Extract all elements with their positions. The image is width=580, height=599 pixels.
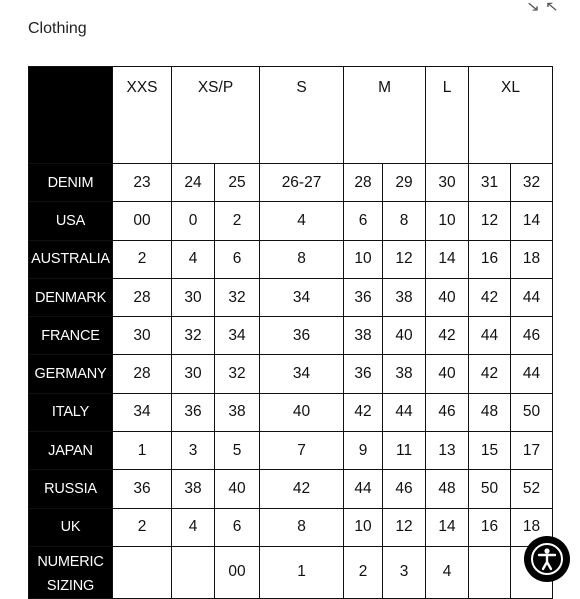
table-row bbox=[29, 355, 553, 393]
row-header: AUSTRALIA bbox=[29, 240, 113, 278]
size-cell: 18 bbox=[511, 240, 553, 278]
size-cell: 8 bbox=[260, 240, 344, 278]
size-cell: 42 bbox=[426, 317, 469, 355]
size-cell: 36 bbox=[172, 393, 215, 431]
size-cell: 40 bbox=[215, 470, 260, 508]
size-cell: 44 bbox=[511, 278, 553, 316]
page-title: Clothing bbox=[28, 20, 87, 37]
size-body bbox=[29, 164, 553, 599]
top-controls bbox=[527, 0, 558, 15]
size-cell: 16 bbox=[469, 508, 511, 546]
size-header-cell: XS/P bbox=[172, 67, 260, 164]
size-cell: 32 bbox=[511, 164, 553, 202]
size-cell: 38 bbox=[344, 317, 383, 355]
size-cell: 18 bbox=[511, 508, 553, 546]
size-cell: 11 bbox=[383, 432, 426, 470]
size-cell: 12 bbox=[383, 508, 426, 546]
row-header: DENMARK bbox=[29, 278, 113, 316]
size-cell: 36 bbox=[113, 470, 172, 508]
size-cell: 4 bbox=[260, 202, 344, 240]
table-row bbox=[29, 240, 553, 278]
table-row bbox=[29, 470, 553, 508]
size-cell: 10 bbox=[344, 508, 383, 546]
size-cell: 4 bbox=[172, 508, 215, 546]
size-header-cell: M bbox=[344, 67, 426, 164]
size-cell: 14 bbox=[426, 508, 469, 546]
size-cell: 38 bbox=[383, 355, 426, 393]
size-cell: 34 bbox=[260, 278, 344, 316]
row-header: JAPAN bbox=[29, 432, 113, 470]
size-cell: 44 bbox=[511, 355, 553, 393]
size-cell: 31 bbox=[469, 164, 511, 202]
size-cell: 14 bbox=[511, 202, 553, 240]
size-cell: 26-27 bbox=[260, 164, 344, 202]
accessibility-icon bbox=[530, 542, 564, 576]
size-cell: 36 bbox=[344, 278, 383, 316]
size-cell: 30 bbox=[172, 355, 215, 393]
size-cell: 00 bbox=[215, 546, 260, 598]
size-cell: 44 bbox=[383, 393, 426, 431]
table-row bbox=[29, 278, 553, 316]
chevron-down-icon[interactable]: ↘ bbox=[525, 0, 540, 14]
size-cell: 28 bbox=[344, 164, 383, 202]
size-cell: 32 bbox=[215, 278, 260, 316]
size-cell bbox=[172, 546, 215, 598]
size-chart-table bbox=[28, 66, 553, 599]
size-cell: 12 bbox=[383, 240, 426, 278]
table-row bbox=[29, 546, 553, 598]
size-header-cell: S bbox=[260, 67, 344, 164]
size-cell: 6 bbox=[215, 508, 260, 546]
size-cell: 4 bbox=[426, 546, 469, 598]
size-cell: 48 bbox=[426, 470, 469, 508]
size-cell: 8 bbox=[383, 202, 426, 240]
size-cell: 38 bbox=[172, 470, 215, 508]
row-header: RUSSIA bbox=[29, 470, 113, 508]
size-cell: 28 bbox=[113, 355, 172, 393]
size-cell: 14 bbox=[426, 240, 469, 278]
accessibility-button[interactable] bbox=[524, 536, 570, 582]
size-cell: 44 bbox=[469, 317, 511, 355]
size-cell: 5 bbox=[215, 432, 260, 470]
size-cell: 46 bbox=[426, 393, 469, 431]
size-cell: 32 bbox=[172, 317, 215, 355]
row-header: USA bbox=[29, 202, 113, 240]
header-corner-cell bbox=[29, 67, 113, 164]
size-cell: 13 bbox=[426, 432, 469, 470]
size-cell: 40 bbox=[260, 393, 344, 431]
size-cell: 36 bbox=[260, 317, 344, 355]
size-cell: 30 bbox=[172, 278, 215, 316]
size-cell: 2 bbox=[113, 240, 172, 278]
size-cell: 50 bbox=[469, 470, 511, 508]
table-row bbox=[29, 432, 553, 470]
size-cell: 52 bbox=[511, 470, 553, 508]
size-cell: 48 bbox=[469, 393, 511, 431]
size-header-row bbox=[29, 67, 553, 164]
size-cell: 10 bbox=[344, 240, 383, 278]
size-cell: 4 bbox=[172, 240, 215, 278]
size-cell: 6 bbox=[215, 240, 260, 278]
size-header-cell: L bbox=[426, 67, 469, 164]
size-cell: 3 bbox=[383, 546, 426, 598]
table-row bbox=[29, 202, 553, 240]
size-cell: 0 bbox=[172, 202, 215, 240]
size-cell: 29 bbox=[383, 164, 426, 202]
table-row bbox=[29, 393, 553, 431]
row-header: DENIM bbox=[29, 164, 113, 202]
size-cell: 40 bbox=[383, 317, 426, 355]
size-cell: 2 bbox=[215, 202, 260, 240]
size-cell: 32 bbox=[215, 355, 260, 393]
size-cell bbox=[469, 546, 511, 598]
size-cell: 10 bbox=[426, 202, 469, 240]
row-header: GERMANY bbox=[29, 355, 113, 393]
size-cell: 34 bbox=[260, 355, 344, 393]
size-cell: 40 bbox=[426, 355, 469, 393]
size-cell: 1 bbox=[113, 432, 172, 470]
size-cell: 00 bbox=[113, 202, 172, 240]
size-cell: 44 bbox=[344, 470, 383, 508]
size-cell: 30 bbox=[426, 164, 469, 202]
size-cell: 40 bbox=[426, 278, 469, 316]
table-row bbox=[29, 164, 553, 202]
size-cell: 12 bbox=[469, 202, 511, 240]
size-cell: 50 bbox=[511, 393, 553, 431]
size-cell: 42 bbox=[469, 278, 511, 316]
size-cell: 2 bbox=[344, 546, 383, 598]
size-cell: 15 bbox=[469, 432, 511, 470]
size-cell: 42 bbox=[260, 470, 344, 508]
table-row bbox=[29, 317, 553, 355]
row-header: NUMERIC SIZING bbox=[29, 546, 113, 598]
row-header: UK bbox=[29, 508, 113, 546]
size-cell: 2 bbox=[113, 508, 172, 546]
size-cell: 16 bbox=[469, 240, 511, 278]
size-header-cell: XL bbox=[469, 67, 553, 164]
row-header: FRANCE bbox=[29, 317, 113, 355]
chevron-up-icon[interactable]: ↖ bbox=[545, 0, 560, 14]
size-cell bbox=[113, 546, 172, 598]
size-cell: 34 bbox=[113, 393, 172, 431]
size-cell: 6 bbox=[344, 202, 383, 240]
size-cell: 17 bbox=[511, 432, 553, 470]
size-cell: 28 bbox=[113, 278, 172, 316]
size-cell: 24 bbox=[172, 164, 215, 202]
row-header: ITALY bbox=[29, 393, 113, 431]
size-cell: 7 bbox=[260, 432, 344, 470]
size-cell: 46 bbox=[383, 470, 426, 508]
size-cell: 36 bbox=[344, 355, 383, 393]
size-cell: 8 bbox=[260, 508, 344, 546]
table-row bbox=[29, 508, 553, 546]
size-cell: 42 bbox=[344, 393, 383, 431]
size-cell: 34 bbox=[215, 317, 260, 355]
size-cell: 38 bbox=[215, 393, 260, 431]
size-cell: 30 bbox=[113, 317, 172, 355]
size-cell: 25 bbox=[215, 164, 260, 202]
size-cell: 42 bbox=[469, 355, 511, 393]
size-cell: 23 bbox=[113, 164, 172, 202]
size-cell: 1 bbox=[260, 546, 344, 598]
size-header-cell: XXS bbox=[113, 67, 172, 164]
size-cell: 9 bbox=[344, 432, 383, 470]
size-cell: 46 bbox=[511, 317, 553, 355]
size-cell: 3 bbox=[172, 432, 215, 470]
size-cell: 38 bbox=[383, 278, 426, 316]
